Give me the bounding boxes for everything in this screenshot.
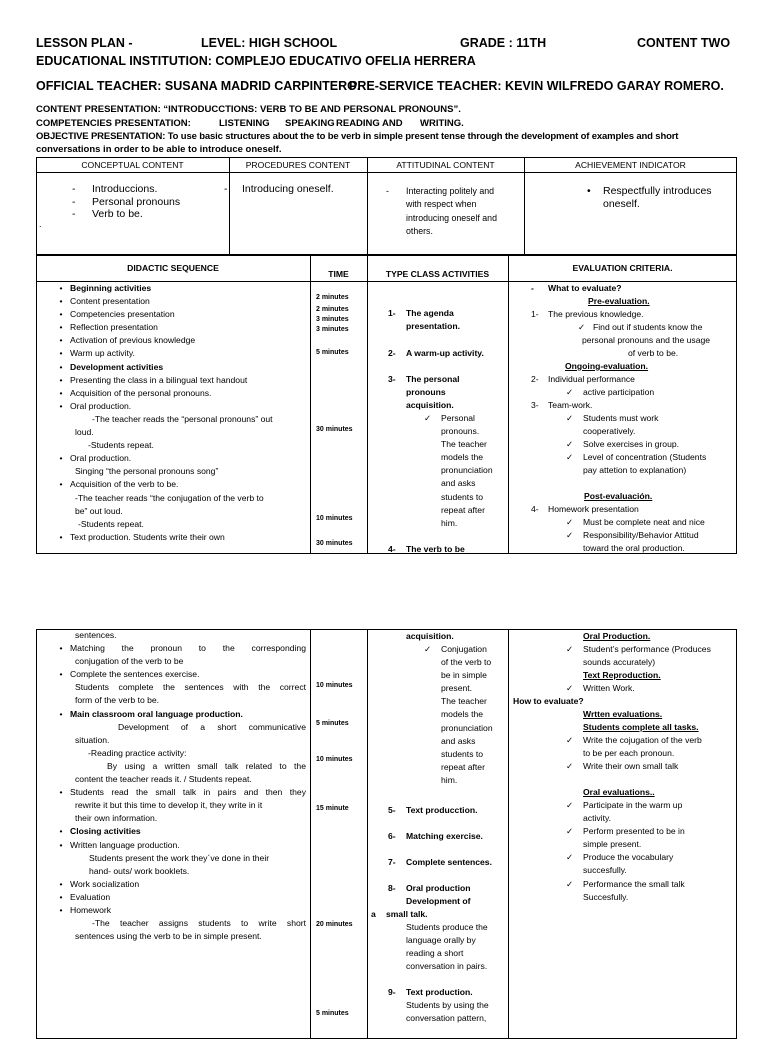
header-procedures-content: PROCEDURES CONTENT — [245, 160, 351, 170]
check-icon: ✓ — [566, 826, 574, 837]
competency-reading: READING — [336, 118, 380, 129]
oral-evaluations: Oral evaluations.. — [583, 787, 655, 797]
didactic-list-1: • Beginning activities • Content presentation • Competencies presentation • Reflection presentation • Activation of previous knowledge • Warm up activity. • Development activities • Presenting the class in a bilingual text handout • Acquisition of the personal pronouns. • Oral production. -The teacher reads the “personal pronouns” out loud. -Students repeat. • Oral production. Singing “the personal pronouns song” • Acquisition of the verb to be. -The teacher reads “the conjugation of the verb to be” out loud. -Students repeat. • Text production. Students write their own — [59, 283, 273, 542]
activity-conjugation-detail: Conjugation of the verb to be in simple present. The teacher models the pronunciation and asks students to repeat after him. — [441, 644, 493, 785]
time-2: 2 minutes — [316, 306, 349, 313]
header-evaluation-criteria: EVALUATION CRITERIA. — [572, 263, 673, 273]
content-label: CONTENT TWO — [637, 36, 731, 50]
achievement-list: • Respectfully introduces oneself. — [587, 185, 712, 210]
attitudinal-list: - Interacting politely and with respect when introducing oneself and others. — [386, 186, 497, 237]
time-12: 15 minute — [316, 805, 349, 812]
objective-line-2: conversations in order to be able to introduce oneself. — [36, 144, 282, 155]
check-icon: ✓ — [566, 852, 574, 863]
didactic-list-2: sentences. • Matching the pronoun to the corresponding conjugation of the verb to be • Complete the sentences exercise. Students complete the sentences with the correct form of the verb to be. • Main classroom oral language production. Development of a short communicative situation. -Reading practice activity: By using a written small talk related to the content the teacher reads it. / Students repeat. • Students read the small talk in pairs and then they rewrite it but this time to develop it, they write in it their own information. • Closing activities • Written language production. Students present the work they´ve done in their hand- outs/ work booklets. • Work socialization • Evaluation • Homework -The teacher assigns students to write short sentences using the verb to be in simple present. — [59, 630, 306, 942]
check-icon: ✓ — [566, 878, 574, 889]
lesson-plan-label: LESSON PLAN - — [36, 36, 133, 50]
check-icon: ✓ — [578, 322, 586, 332]
time-1: 2 minutes — [316, 294, 349, 301]
competency-and: AND — [382, 118, 403, 129]
preservice-teacher-label: PRE-SERVICE TEACHER: KEVIN WILFREDO GARAY ROMERO. — [349, 79, 724, 93]
content-presentation: CONTENT PRESENTATION: “INTRODUCCTIONS: VERB TO BE AND PERSONAL PRONOUNS”. — [36, 104, 461, 115]
time-10: 5 minutes — [316, 720, 349, 727]
check-icon: ✓ — [566, 452, 574, 463]
stray-dot: . — [39, 219, 42, 229]
check-icon: ✓ — [566, 735, 574, 745]
time-6: 30 minutes — [316, 426, 353, 433]
activity-agenda: The agenda — [406, 308, 454, 318]
check-icon: ✓ — [424, 413, 432, 423]
how-to-evaluate: How to evaluate? — [513, 696, 584, 706]
post-evaluation: Post-evaluación. — [584, 491, 653, 501]
activity-oral-production-detail: Students produce the language orally by reading a short conversation in pairs. — [406, 922, 488, 972]
activity-oral-production: Oral production — [406, 883, 471, 893]
header-conceptual-content: CONCEPTUAL CONTENT — [81, 160, 184, 170]
institution-label: EDUCATIONAL INSTITUTION: COMPLEJO EDUCATIVO OFELIA HERRERA — [36, 54, 476, 68]
header-time: TIME — [328, 269, 349, 279]
competency-listening: LISTENING — [219, 118, 270, 129]
conceptual-list: - Introduccions. - Personal pronouns - Verb to be. — [72, 183, 181, 221]
activity-verb-to-be: The verb to be — [406, 544, 465, 554]
activity-text-production-2: Text production. — [406, 987, 473, 997]
check-icon: ✓ — [566, 530, 574, 541]
check-icon: ✓ — [566, 644, 574, 654]
activity-personal-pronouns: The personal pronouns acquisition. — [406, 374, 460, 411]
check-icon: ✓ — [566, 517, 574, 527]
time-3: 3 minutes — [316, 316, 349, 323]
activity-warm-up: A warm-up activity. — [406, 348, 484, 358]
header-attitudinal-content: ATTITUDINAL CONTENT — [396, 160, 495, 170]
check-icon: ✓ — [566, 800, 574, 810]
ongoing-evaluation: Ongoing-evaluation. — [565, 361, 649, 371]
time-5: 5 minutes — [316, 349, 349, 356]
activity-personal-pronouns-detail: Personal pronouns. The teacher models the pronunciation and asks students to repeat after him. — [441, 413, 493, 528]
procedures-item: - Introducing oneself. — [224, 183, 334, 195]
competency-writing: WRITING. — [420, 118, 464, 129]
text-reproduction-eval: Text Reproduction. — [583, 670, 661, 680]
time-14: 5 minutes — [316, 1010, 349, 1017]
header-didactic-sequence: DIDACTIC SEQUENCE — [127, 263, 219, 273]
competency-speaking: SPEAKING — [285, 118, 335, 129]
written-evaluations: Wrtten evaluations. — [583, 709, 663, 719]
header-type-class-activities: TYPE CLASS ACTIVITIES — [385, 269, 490, 279]
check-icon: ✓ — [566, 387, 574, 397]
pre-evaluation: Pre-evaluation. — [588, 296, 650, 306]
competencies-label: COMPETENCIES PRESENTATION: — [36, 118, 191, 129]
what-to-evaluate: What to evaluate? — [548, 283, 622, 293]
time-8: 30 minutes — [316, 540, 353, 547]
check-icon: ✓ — [566, 413, 574, 423]
time-7: 10 minutes — [316, 515, 353, 522]
check-icon: ✓ — [566, 761, 574, 772]
time-11: 10 minutes — [316, 756, 353, 763]
activity-matching: Matching exercise. — [406, 831, 483, 841]
level-label: LEVEL: HIGH SCHOOL — [201, 36, 338, 50]
check-icon: ✓ — [424, 644, 432, 654]
time-9: 10 minutes — [316, 682, 353, 689]
activity-text-production: Text producction. — [406, 805, 478, 815]
time-4: 3 minutes — [316, 326, 349, 333]
activity-complete-sentences: Complete sentences. — [406, 857, 492, 867]
grade-label: GRADE : 11TH — [460, 36, 547, 50]
oral-production-eval: Oral Production. — [583, 631, 651, 641]
objective-line-1: OBJECTIVE PRESENTATION: To use basic structures about the to be verb in simple present tense through the development of examples and short — [36, 131, 679, 142]
check-icon: ✓ — [566, 439, 574, 450]
time-13: 20 minutes — [316, 921, 353, 928]
official-teacher-label: OFFICIAL TEACHER: SUSANA MADRID CARPINTERO. — [36, 79, 361, 93]
check-icon: ✓ — [566, 683, 574, 693]
header-achievement-indicator: ACHIEVEMENT INDICATOR — [575, 160, 686, 170]
